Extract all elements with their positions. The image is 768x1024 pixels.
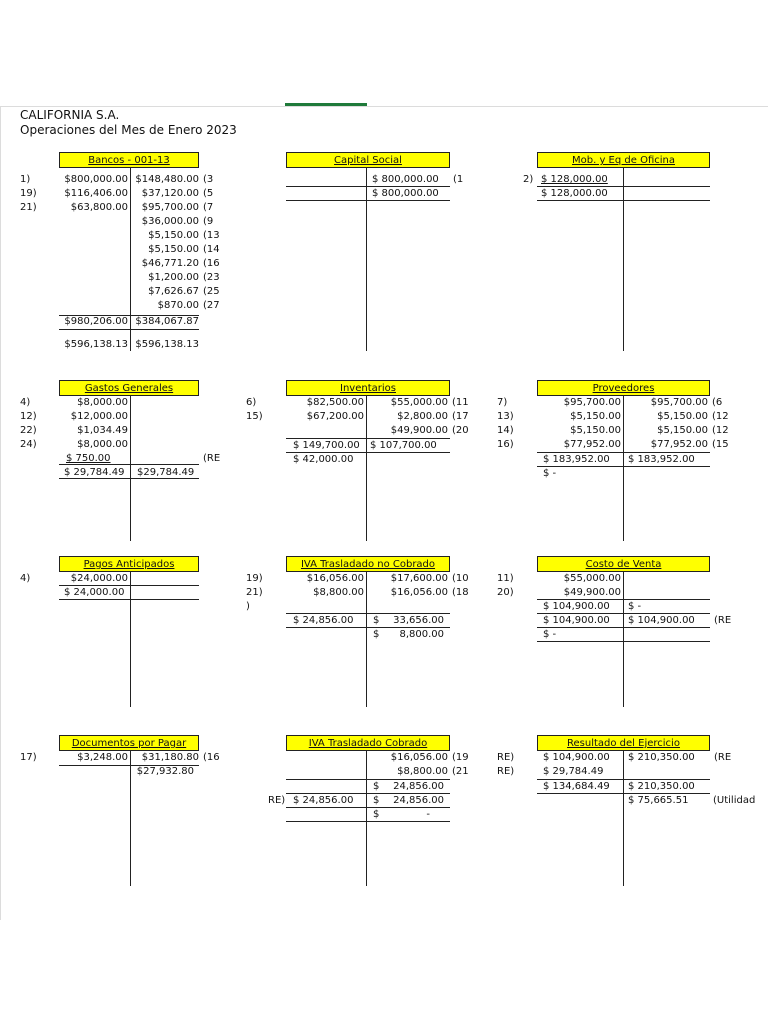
currency-sign: $	[373, 809, 380, 820]
debit-amount: $95,700.00	[563, 397, 621, 408]
entry-ref: 2)	[523, 174, 534, 185]
total-credit: $29,784.49	[137, 467, 195, 478]
credit-amount: $49,900.00	[390, 425, 448, 436]
entry-ref: 24)	[20, 439, 37, 450]
total-rule	[286, 613, 450, 614]
entry-ref: (RE	[714, 615, 732, 626]
credit-amount: $77,952.00	[650, 439, 708, 450]
balance: $ 75,665.51	[628, 795, 689, 806]
debit-total: $ 24,000.00	[64, 587, 125, 598]
credit-amount: $ 210,350.00	[628, 752, 695, 763]
total-rule	[286, 627, 450, 628]
entry-ref: (12	[712, 411, 729, 422]
debit-amount: $116,406.00	[64, 188, 128, 199]
company-name: CALIFORNIA S.A.	[20, 108, 120, 122]
t-account-divider	[130, 572, 131, 707]
total-rule	[537, 599, 710, 600]
t-account-divider	[130, 396, 131, 541]
entry-ref: (RE	[714, 752, 732, 763]
entry-ref: )	[246, 601, 250, 612]
entry-ref: 13)	[497, 411, 514, 422]
total-rule	[286, 793, 450, 794]
credit-amount: $5,150.00	[148, 244, 199, 255]
balance: $596,138.13	[64, 339, 128, 350]
entry-ref: (25	[203, 286, 220, 297]
credit-amount: $870.00	[157, 300, 199, 311]
total-rule	[286, 807, 450, 808]
total-debit: $ 29,784.49	[64, 467, 125, 478]
debit-amount: $3,248.00	[77, 752, 128, 763]
entry-ref: 21)	[20, 202, 37, 213]
total-rule	[59, 585, 199, 586]
debit-amount: $ 128,000.00	[541, 174, 608, 185]
debit-amount: $8,800.00	[313, 587, 364, 598]
account-title: Costo de Venta	[537, 556, 710, 572]
account-title: Resultado del Ejercicio	[537, 735, 710, 751]
entry-ref: (18	[452, 587, 469, 598]
total-credit: $ 183,952.00	[628, 454, 695, 465]
entry-ref: 19)	[246, 573, 263, 584]
total-rule	[537, 627, 710, 628]
debit-amount: $77,952.00	[563, 439, 621, 450]
credit-amount: $95,700.00	[650, 397, 708, 408]
credit-amount: $2,800.00	[397, 411, 448, 422]
total-rule	[286, 186, 450, 187]
t-account-divider	[623, 396, 624, 541]
currency-sign: $	[373, 795, 380, 806]
credit-amount: $5,150.00	[657, 425, 708, 436]
entry-ref: (14	[203, 244, 220, 255]
total-rule	[537, 641, 710, 642]
t-account-divider	[623, 572, 624, 707]
total-debit: $ 104,900.00	[543, 601, 610, 612]
entry-ref: 15)	[246, 411, 263, 422]
credit-amount: $31,180.80	[141, 752, 199, 763]
entry-ref: (5	[203, 188, 214, 199]
entry-ref: (6	[712, 397, 723, 408]
credit-amount: $36,000.00	[141, 216, 199, 227]
total-rule	[286, 438, 450, 439]
total-rule	[59, 329, 199, 330]
credit-total: $ 800,000.00	[372, 188, 439, 199]
debit-amount: $ 29,784.49	[543, 766, 604, 777]
entry-ref: 7)	[497, 397, 508, 408]
account-title: Inventarios	[286, 380, 450, 396]
total-debit: $980,206.00	[64, 316, 128, 327]
total-debit: $ 24,856.00	[293, 615, 354, 626]
entry-ref: 4)	[20, 397, 31, 408]
entry-ref: (17	[452, 411, 469, 422]
total-rule	[286, 452, 450, 453]
entry-ref: (12	[712, 425, 729, 436]
credit-amount: $16,056.00	[390, 587, 448, 598]
entry-ref: 14)	[497, 425, 514, 436]
total-rule	[286, 821, 450, 822]
t-account-divider	[366, 168, 367, 351]
debit-amount: $800,000.00	[64, 174, 128, 185]
account-title: Mob. y Eq de Oficina	[537, 152, 710, 168]
credit-amount: $16,056.00	[390, 752, 448, 763]
total-credit: 33,656.00	[393, 615, 444, 626]
entry-ref: RE)	[497, 752, 515, 763]
credit-amount: $5,150.00	[657, 411, 708, 422]
debit-amount: $5,150.00	[570, 425, 621, 436]
entry-ref: (19	[452, 752, 469, 763]
account-title: IVA Trasladado Cobrado	[286, 735, 450, 751]
closing-debit: $ 104,900.00	[543, 615, 610, 626]
balance: $ 42,000.00	[293, 454, 354, 465]
account-title: Documentos por Pagar	[59, 735, 199, 751]
account-title: Gastos Generales	[59, 380, 199, 396]
balance: $ -	[543, 629, 557, 640]
entry-ref: (13	[203, 230, 220, 241]
total-credit: $384,067.87	[135, 316, 199, 327]
account-title: Bancos - 001-13	[59, 152, 199, 168]
balance: $27,932.80	[136, 766, 194, 777]
credit-amount: $7,626.67	[148, 286, 199, 297]
credit-amount: $5,150.00	[148, 230, 199, 241]
account-title: Capital Social	[286, 152, 450, 168]
credit-amount: $148,480.00	[135, 174, 199, 185]
entry-ref: 19)	[20, 188, 37, 199]
total-rule	[537, 779, 710, 780]
total-rule	[537, 613, 710, 614]
total-credit: $ 210,350.00	[628, 781, 695, 792]
entry-ref: 17)	[20, 752, 37, 763]
debit-amount: $24,000.00	[70, 573, 128, 584]
total-rule	[286, 200, 450, 201]
balance: 8,800.00	[399, 629, 444, 640]
entry-ref: 21)	[246, 587, 263, 598]
entry-ref: (15	[712, 439, 729, 450]
entry-ref: RE)	[268, 795, 286, 806]
balance: $ -	[543, 468, 557, 479]
entry-ref: 12)	[20, 411, 37, 422]
total-rule	[59, 599, 199, 600]
entry-ref: (3	[203, 174, 214, 185]
currency-sign: $	[373, 781, 380, 792]
total-rule	[286, 779, 450, 780]
t-account-divider	[623, 168, 624, 351]
selected-column-indicator	[285, 103, 367, 106]
entry-ref: (11	[452, 397, 469, 408]
account-title: Proveedores	[537, 380, 710, 396]
balance: $596,138.13	[135, 339, 199, 350]
entry-ref: (7	[203, 202, 214, 213]
total-debit: $ 134,684.49	[543, 781, 610, 792]
entry-ref: (21	[452, 766, 469, 777]
total-debit: $ 183,952.00	[543, 454, 610, 465]
debit-total: $ 128,000.00	[541, 188, 608, 199]
sheet-top-border	[0, 106, 768, 107]
credit-amount: $46,771.20	[141, 258, 199, 269]
credit-amount: $1,200.00	[148, 272, 199, 283]
debit-amount: $16,056.00	[306, 573, 364, 584]
utilidad-label: (Utilidad	[713, 795, 756, 806]
document-subtitle: Operaciones del Mes de Enero 2023	[20, 123, 237, 137]
total-rule	[537, 186, 710, 187]
total-rule	[537, 200, 710, 201]
entry-ref: (10	[452, 573, 469, 584]
total-debit: $ 149,700.00	[293, 440, 360, 451]
entry-ref: (16	[203, 258, 220, 269]
debit-amount: $ 104,900.00	[543, 752, 610, 763]
t-account-divider	[366, 572, 367, 707]
entry-ref: 4)	[20, 573, 31, 584]
account-title: Pagos Anticipados	[59, 556, 199, 572]
debit-amount: $ 750.00	[66, 453, 111, 464]
entry-ref: 11)	[497, 573, 514, 584]
total-rule	[537, 452, 710, 453]
debit-amount: $55,000.00	[563, 573, 621, 584]
entry-ref: 22)	[20, 425, 37, 436]
debit-amount: $67,200.00	[306, 411, 364, 422]
credit-amount: $37,120.00	[141, 188, 199, 199]
entry-ref: (RE	[203, 453, 221, 464]
entry-ref: (9	[203, 216, 214, 227]
closing-credit: 24,856.00	[393, 795, 444, 806]
debit-amount: $82,500.00	[306, 397, 364, 408]
credit-amount: $17,600.00	[390, 573, 448, 584]
t-account-divider	[366, 396, 367, 541]
entry-ref: (1	[453, 174, 464, 185]
debit-amount: $63,800.00	[70, 202, 128, 213]
balance: -	[426, 809, 430, 820]
entry-ref: 6)	[246, 397, 257, 408]
total-rule	[537, 793, 710, 794]
total-credit: $ -	[628, 601, 642, 612]
entry-ref: 1)	[20, 174, 31, 185]
closing-credit: $ 104,900.00	[628, 615, 695, 626]
debit-amount: $1,034.49	[77, 425, 128, 436]
t-account-divider	[623, 751, 624, 886]
t-account-divider	[366, 751, 367, 886]
debit-amount: $8,000.00	[77, 397, 128, 408]
closing-debit: $ 24,856.00	[293, 795, 354, 806]
credit-amount: $ 800,000.00	[372, 174, 439, 185]
sheet-left-border	[0, 106, 1, 920]
credit-amount: $55,000.00	[390, 397, 448, 408]
entry-ref: (27	[203, 300, 220, 311]
credit-amount: $95,700.00	[141, 202, 199, 213]
total-rule	[537, 466, 710, 467]
credit-amount: $8,800.00	[397, 766, 448, 777]
entry-ref: (20	[452, 425, 469, 436]
currency-sign: $	[373, 629, 380, 640]
total-credit: $ 107,700.00	[370, 440, 437, 451]
entry-ref: (16	[203, 752, 220, 763]
account-title: IVA Trasladado no Cobrado	[286, 556, 450, 572]
debit-amount: $5,150.00	[570, 411, 621, 422]
entry-ref: RE)	[497, 766, 515, 777]
debit-amount: $49,900.00	[563, 587, 621, 598]
entry-ref: 16)	[497, 439, 514, 450]
entry-ref: (23	[203, 272, 220, 283]
entry-ref: 20)	[497, 587, 514, 598]
debit-amount: $12,000.00	[70, 411, 128, 422]
total-credit: 24,856.00	[393, 781, 444, 792]
currency-sign: $	[373, 615, 380, 626]
debit-amount: $8,000.00	[77, 439, 128, 450]
